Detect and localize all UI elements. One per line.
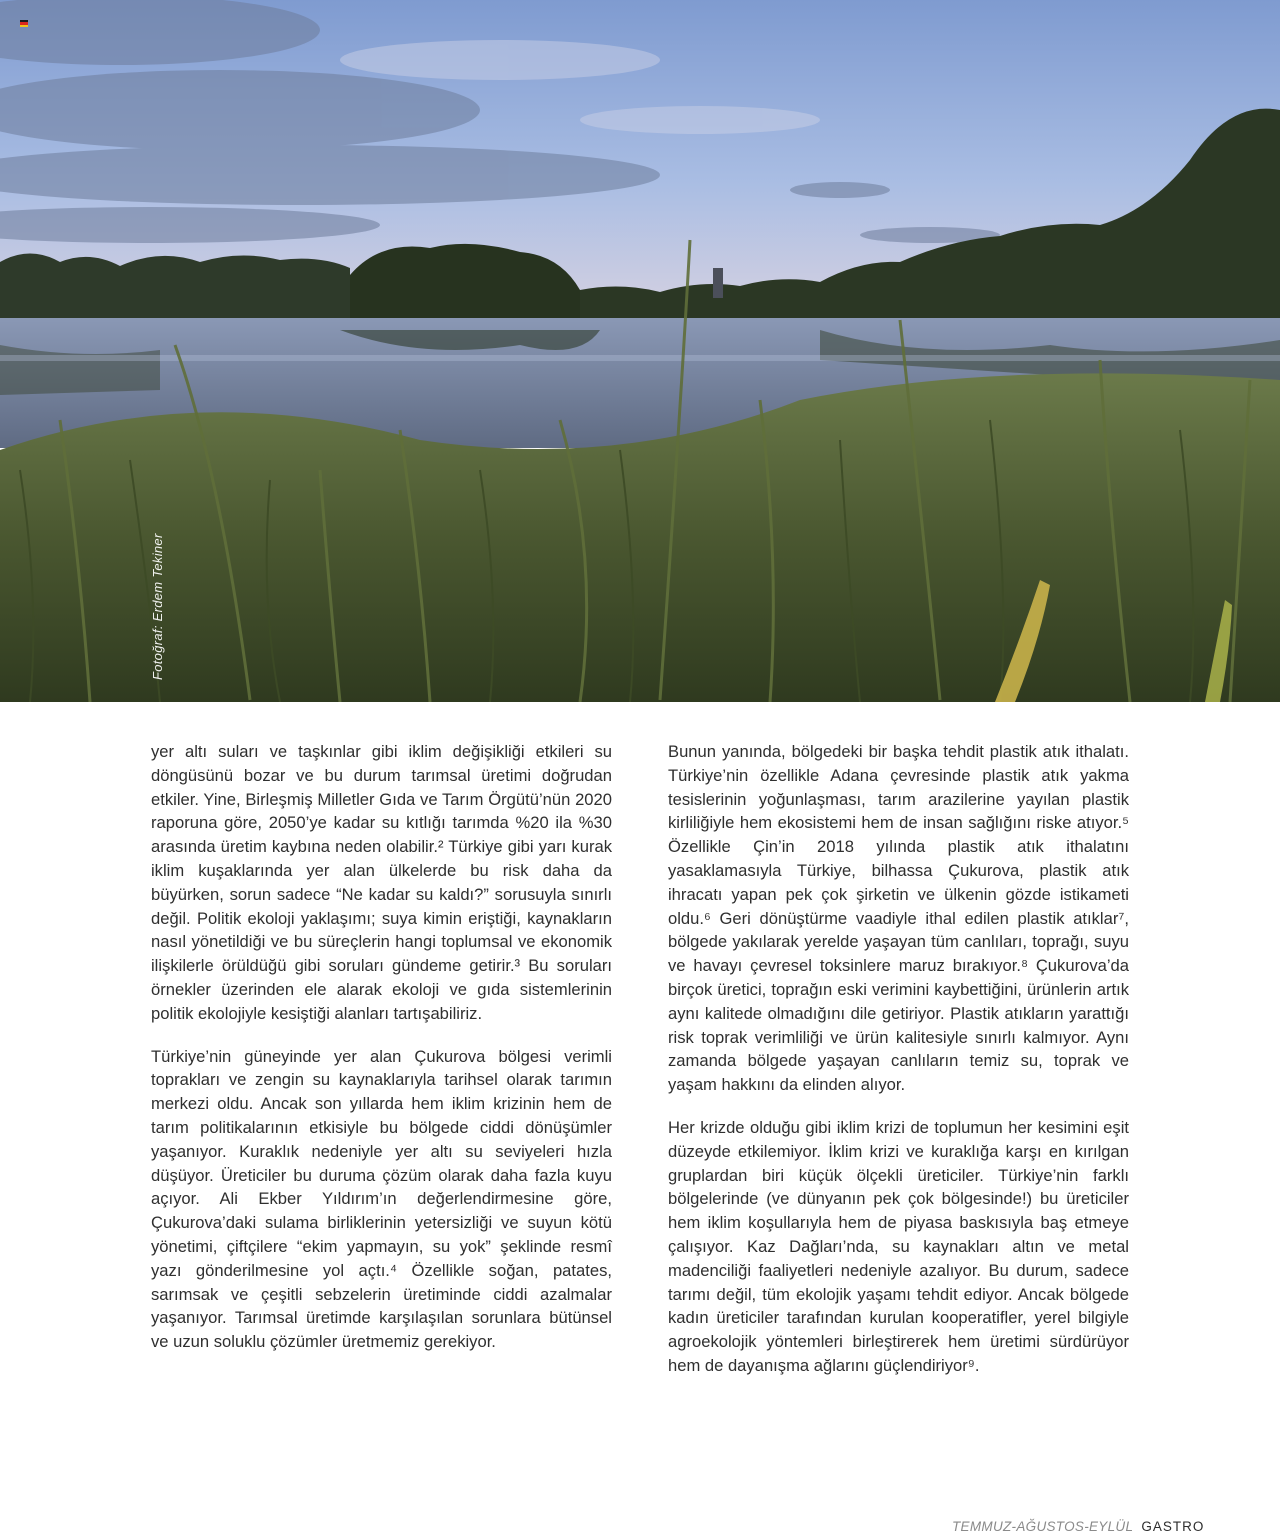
lake-landscape-photo bbox=[0, 0, 1280, 702]
paragraph: yer altı suları ve taşkınlar gibi iklim değişikliği etkileri su döngüsünü bozar ve bu durum tarımsal üretimi doğrudan etkiler. Yine, Birleşmiş Milletler Gıda ve Tarım Örgütü’nün 2020 raporuna göre, 2050’ye kadar su kıtlığı tarımda %20 ila %30 arasında üretim kaybına neden olabilir.² Türkiye gibi yarı kurak iklim kuşaklarında yer alan ülkelerde bu risk daha da büyürken, sorun sadece “Ne kadar su kaldı?” sorusuyla sınırlı değil. Politik ekoloji yaklaşımı; suya kimin eriştiği, kaynakların nasıl yönetildiği ve bu süreçlerin hangi toplumsal ve ekonomik ilişkilerle örüldüğü gibi soruları gündeme getirir.³ Bu soruları örnekler üzerinden ele alarak ekoloji ve gıda sistemlerinin politik ekolojiyle kesiştiği alanları tartışabiliriz. bbox=[151, 742, 612, 1023]
paragraph: Bunun yanında, bölgedeki bir başka tehdit plastik atık ithalatı. Türkiye’nin özellikle Adana çevresinde plastik atık yakma tesislerinin yoğunlaşması, tarım arazilerine yayılan plastik kirliliğiyle hem ekosistemi hem de insan sağlığını riske atıyor.⁵ Özellikle Çin’in 2018 yılında plastik atık ithalatını yasaklamasıyla Türkiye, bilhassa Çukurova, plastik atık ihracatı yapan pek çok şirketin ve ülkenin gözde istikameti oldu.⁶ Geri dönüştürme vaadiyle ithal edilen plastik atıklar⁷, bölgede yakılarak yerelde yaşayan tüm canlıları, toprağı, suyu ve havayı çevresel toksinlere maruz bırakıyor.⁸ Çukurova’da birçok üretici, toprağın eski verimini kaybettiğini, ürünlerin artık aynı kalitede olmadığını dile getiriyor. Plastik atıkların yarattığı risk toprak verimliliği ve ürün kalitesiyle sınırlı kalmıyor. Aynı zamanda bölgede yaşayan canlıların temiz su, toprak ve yaşam hakkını da elinden alıyor. bbox=[668, 742, 1129, 1095]
article-left-column bbox=[151, 740, 612, 1373]
page-footer bbox=[952, 1519, 1204, 1534]
magazine-name: GASTRO bbox=[1141, 1519, 1205, 1534]
flag-icon bbox=[20, 20, 28, 27]
paragraph: Türkiye’nin güneyinde yer alan Çukurova bölgesi verimli toprakları ve zengin su kaynaklarıyla tarihsel olarak tarımın merkezi oldu. Ancak son yıllarda hem iklim krizinin hem de tarım politikalarının etkisiyle bu bölgede ciddi dönüşümler yaşanıyor. Kuraklık nedeniyle yer altı su seviyeleri hızla düşüyor. Üreticiler bu duruma çözüm olarak daha fazla kuyu açıyor. Ali Ekber Yıldırım’ın değerlendirmesine göre, Çukurova’daki sulama birliklerinin yetersizliği ve suyun kötü yönetimi, çiftçilere “ekim yapmayın, su yok” şeklinde resmî yazı gönderilmesine yol açtı.⁴ Özellikle soğan, patates, sarımsak ve çeşitli sebzelerin üretiminde ciddi azalmalar yaşanıyor. Tarımsal üretimde karşılaşılan sorunlara bütünsel ve uzun soluklu çözümler üretmemiz gerekiyor. bbox=[151, 1046, 612, 1352]
paragraph: Her krizde olduğu gibi iklim krizi de toplumun her kesimini eşit düzeyde etkilemiyor. İklim krizi ve kuraklığa karşı en kırılgan gruplardan biri küçük ölçekli üreticiler. Türkiye’nin farklı bölgelerinde (ve dünyanın pek çok bölgesinde!) bu üreticiler hem iklim koşullarıyla hem de piyasa baskısıyla baş etmeye çalışıyor. Kaz Dağları’nda, su kaynakları altın ve metal madenciliği faaliyetleri nedeniyle azalıyor. Bu durum, sadece tarımı değil, tüm ekolojik yaşamı tehdit ediyor. Ancak bölgede kadın üreticiler tarafından kurulan kooperatifler, yerel bilgiyle agroekolojik yöntemleri birleştirerek hem üretimi sürdürüyor hem de dayanışma ağlarını güçlendiriyor⁹. bbox=[668, 1117, 1129, 1375]
article-right-column bbox=[668, 740, 1129, 1397]
photo-credit: Fotoğraf: Erdem Tekiner bbox=[150, 533, 165, 680]
issue-label: TEMMUZ-AĞUSTOS-EYLÜL bbox=[952, 1519, 1134, 1534]
